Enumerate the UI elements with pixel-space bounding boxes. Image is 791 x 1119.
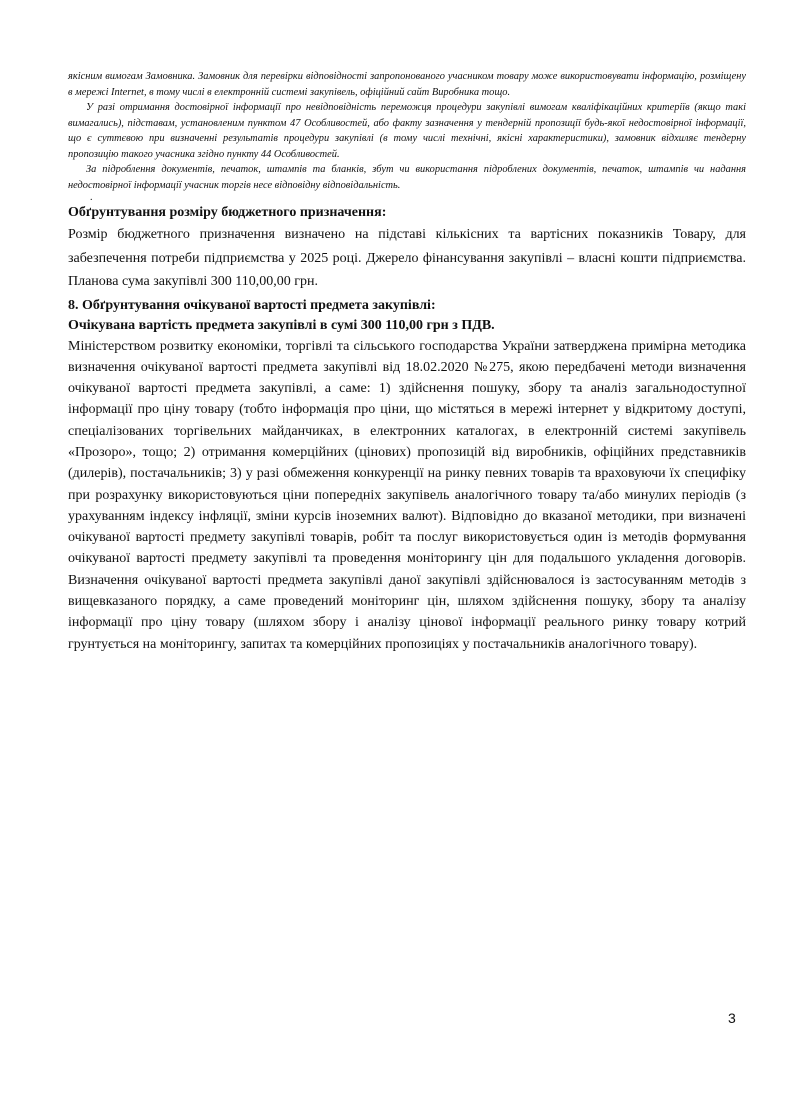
page-content <box>68 69 746 655</box>
section-8-heading: 8. Обґрунтування очікуваної вартості предмета закупівлі: <box>68 297 436 313</box>
budget-heading: Обґрунтування розміру бюджетного призначення: <box>68 205 387 220</box>
italic-paragraph-liability: За підроблення документів, печаток, штампів та бланків, збут чи використання підроблених документів, печаток, штампів чи надання недостовірної інформації учасник торгів несе відповідну відповідальність. <box>68 164 746 191</box>
dot-mark: . <box>90 192 93 203</box>
italic-paragraph-rejection: У разі отримання достовірної інформації про невідповідність переможця процедури закупівлі вимогам кваліфікаційних критеріїв (якщо такі вимагались), підставам, установленим пунктом 47 Особливостей, або факту зазначення у тендерній пропозиції будь-якої недостовірної інформації, що є суттєвою при визначенні результатів процедури закупівлі (в тому числі технічні, якісні характеристики), замовник відхиляє тендерну пропозицію такого учасника згідно пункту 44 Особливостей. <box>68 102 746 160</box>
expected-cost-heading: Очікувана вартість предмета закупівлі в сумі 300 110,00 грн з ПДВ. <box>68 317 495 333</box>
italic-paragraph-verification: якісним вимогам Замовника. Замовник для перевірки відповідності запропонованого учасником товару може використовувати інформацію, розміщену в мережі Internet, в тому числі в електронній системі закупівель, офіційний сайт Виробника тощо. <box>68 71 746 98</box>
italic-notes-block <box>68 69 746 193</box>
budget-paragraph: Розмір бюджетного призначення визначено на підставі кількісних та вартісних показників Товару, для забезпечення потреби підприємства у 2025 році. Джерело фінансування закупівлі – власні кошти підприємства. Планова сума закупівлі 300 110,00,00 грн. <box>68 227 746 289</box>
expected-cost-paragraph: Міністерством розвитку економіки, торгівлі та сільського господарства України затверджена примірна методика визначення очікуваної вартості предмета закупівлі від 18.02.2020 №275, якою передбачені методи визначення очікуваної вартості предмета закупівлі, а саме: 1) здійснення пошуку, збору та аналіз загальнодоступної інформації про ціну товару (тобто інформація про ціни, що містяться в мережі інтернет у відкритому доступі, спеціалізованих торгівельних майданчиках, в електронних каталогах, в електронній системі закупівель «Прозоро», тощо; 2) отримання комерційних (цінових) пропозицій від виробників, офіційних представників (дилерів), постачальників; 3) у разі обмеження конкуренції на ринку певних товарів та враховуючи їх специфіку при розрахунку використовуються ціни попередніх закупівель аналогічного товару та/або минулих періодів (з урахуванням індексу інфляції, зміни курсів іноземних валют). Відповідно до вказаної методики, при визначені очікуваної вартості предмету закупівлі товарів, робіт та послуг використовується один із методів формування очікуваної вартості предмету закупівлі та проведення моніторингу цін для подальшого укладення договорів. Визначення очікуваної вартості предмета закупівлі даної закупівлі здійснювалося із застосуванням методів з вищевказаного порядку, а саме проведений моніторинг цін, шляхом здійснення пошуку, збору та аналізу інформації про ціну товару (шляхом збору і аналізу цінової інформації реального ринку товару котрий грунтується на моніторингу, запитах та комерційних пропозиціях у постачальників аналогічного товару). <box>68 338 746 652</box>
page-number: 3 <box>728 1010 736 1026</box>
